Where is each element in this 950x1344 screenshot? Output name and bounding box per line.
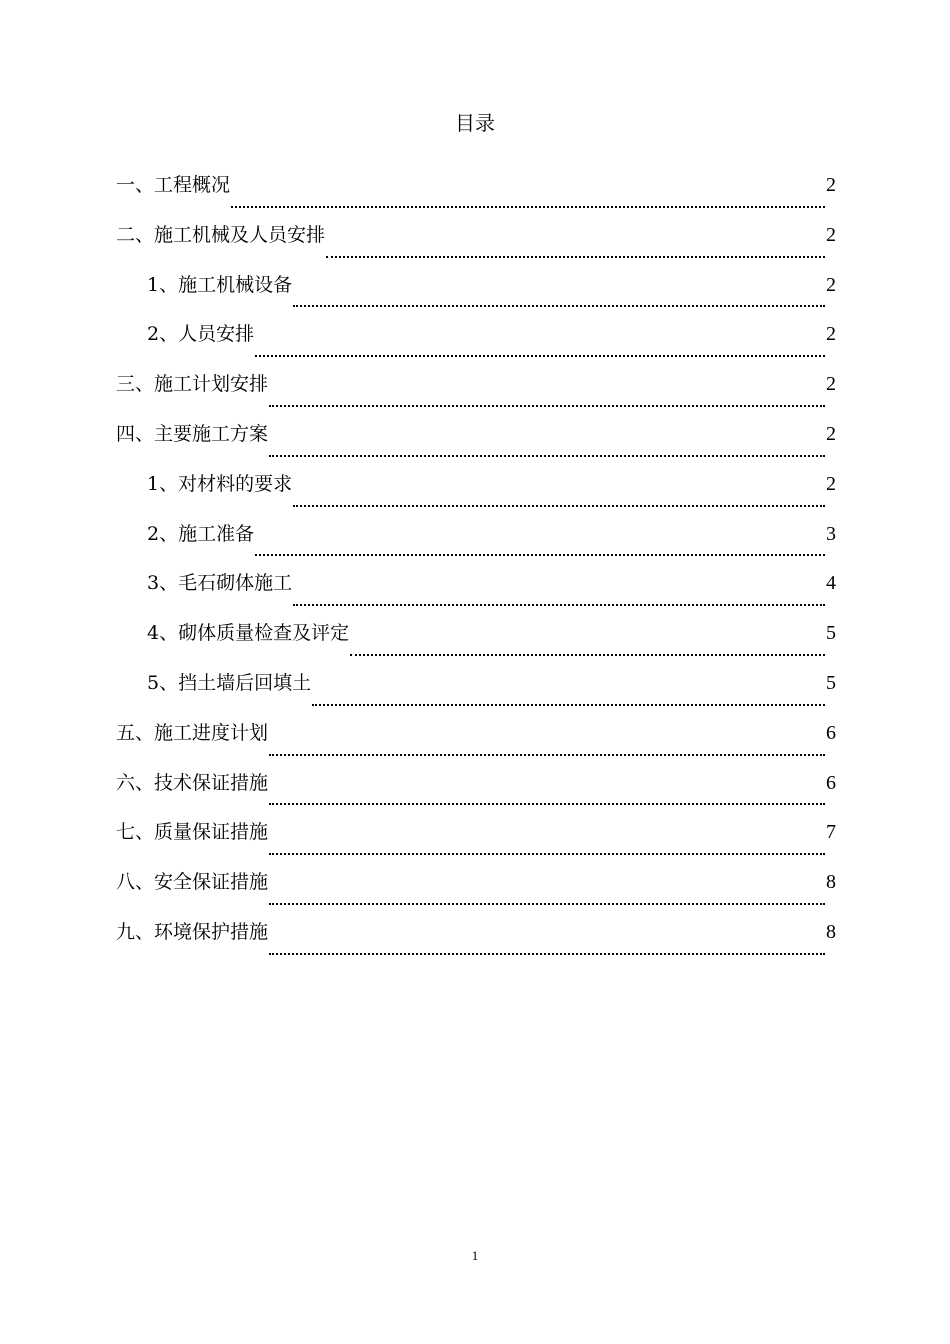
toc-subentry[interactable] — [116, 470, 836, 520]
toc-subentry[interactable] — [116, 669, 836, 719]
toc-entry-label: 1、施工机械设备 — [147, 273, 293, 296]
toc-subentry[interactable] — [116, 271, 836, 321]
toc-entry[interactable] — [116, 420, 836, 470]
toc-subentry[interactable] — [116, 320, 836, 370]
toc-leader — [231, 206, 825, 208]
toc-entry-label: 4、砌体质量检查及评定 — [147, 622, 350, 645]
toc-entry-page: 2 — [826, 472, 836, 495]
toc-entry-page: 2 — [826, 223, 836, 246]
toc-entry-label: 5、挡土墙后回填土 — [147, 671, 312, 694]
toc-entry-label: 五、施工进度计划 — [116, 721, 269, 744]
toc-entry[interactable] — [116, 221, 836, 271]
toc-entry-label: 八、安全保证措施 — [116, 871, 269, 894]
toc-subentry[interactable] — [116, 569, 836, 619]
toc-entry-label: 一、工程概况 — [116, 174, 231, 196]
toc-entry-label: 三、施工计划安排 — [116, 373, 269, 396]
toc-entry-label: 二、施工机械及人员安排 — [116, 223, 326, 246]
toc-leader — [293, 305, 825, 307]
toc-leader — [269, 455, 825, 457]
toc-entry-label: 九、环境保护措施 — [116, 920, 269, 943]
toc-subentry[interactable] — [116, 619, 836, 669]
toc-entry-label: 2、施工准备 — [147, 522, 255, 545]
toc-entry-page: 2 — [826, 373, 836, 396]
toc-entry-page: 8 — [826, 920, 836, 943]
toc-entry-label: 七、质量保证措施 — [116, 821, 269, 844]
toc-leader — [326, 256, 825, 258]
toc-leader — [269, 405, 825, 407]
toc-entry-page: 6 — [826, 721, 836, 744]
toc-entry[interactable] — [116, 719, 836, 769]
toc-leader — [350, 654, 825, 656]
toc-leader — [293, 505, 825, 507]
toc-leader — [269, 903, 825, 905]
toc-entry-page: 4 — [826, 572, 836, 595]
toc-leader — [269, 754, 825, 756]
toc-subentry[interactable] — [116, 520, 836, 570]
toc-entry[interactable] — [116, 171, 836, 221]
toc-list — [116, 171, 836, 968]
toc-entry-page: 5 — [826, 622, 836, 645]
toc-entry-label: 六、技术保证措施 — [116, 771, 269, 794]
toc-entry-label: 四、主要施工方案 — [116, 422, 269, 445]
toc-title: 目录 — [455, 111, 495, 135]
toc-entry-page: 2 — [826, 422, 836, 445]
toc-entry-page: 7 — [826, 821, 836, 844]
toc-entry-page: 2 — [826, 323, 836, 346]
toc-entry[interactable] — [116, 769, 836, 819]
toc-entry-label: 3、毛石砌体施工 — [147, 572, 293, 595]
toc-entry[interactable] — [116, 818, 836, 868]
toc-leader — [269, 953, 825, 955]
toc-entry[interactable] — [116, 918, 836, 968]
toc-entry-label: 2、人员安排 — [147, 323, 255, 346]
toc-entry-page: 8 — [826, 871, 836, 894]
toc-leader — [255, 355, 825, 357]
page-number: 1 — [471, 1248, 479, 1263]
toc-leader — [293, 604, 825, 606]
toc-entry-label: 1、对材料的要求 — [147, 472, 293, 495]
toc-entry[interactable] — [116, 370, 836, 420]
toc-entry-page: 5 — [826, 671, 836, 694]
toc-entry-page: 3 — [826, 522, 836, 545]
toc-entry-page: 2 — [826, 273, 836, 296]
toc-leader — [269, 853, 825, 855]
toc-entry-page: 6 — [826, 771, 836, 794]
toc-entry[interactable] — [116, 868, 836, 918]
toc-leader — [269, 803, 825, 805]
toc-leader — [312, 704, 825, 706]
toc-entry-page: 2 — [826, 174, 836, 196]
toc-leader — [255, 554, 825, 556]
